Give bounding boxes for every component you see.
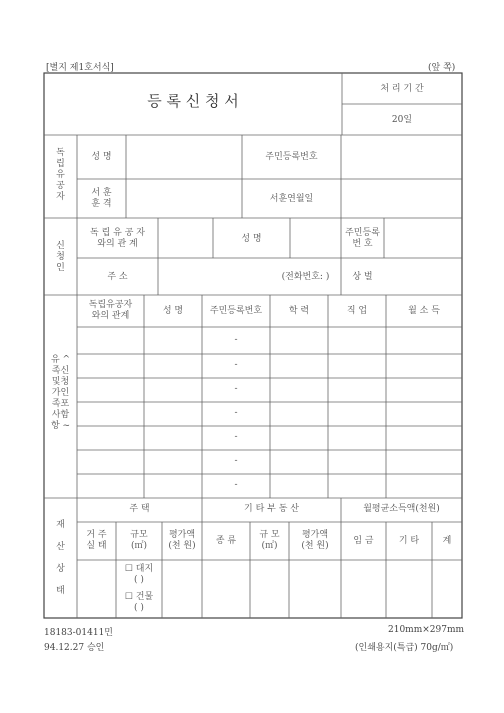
decoration-date-label: 서훈연월일	[269, 194, 314, 204]
realestate-value-label: 평가액 (천 원)	[301, 530, 329, 551]
paper-size: 210mm×297mm	[388, 625, 465, 635]
housing-value-label: 평가액 (천 원)	[168, 530, 196, 551]
family-row-dash: -	[234, 480, 238, 490]
housing-header: 주 택	[129, 504, 150, 514]
family-row-dash: -	[234, 335, 238, 345]
family-header-name: 성 명	[162, 306, 184, 316]
requester-section-label: 신 청 인	[56, 241, 65, 273]
family-row-dash: -	[234, 360, 238, 370]
housing-size-label: 규모 (㎡)	[130, 530, 148, 551]
family-header-income: 월 소 득	[408, 306, 440, 316]
monthly-income-header: 월평균소득액(천원)	[363, 504, 440, 514]
processing-period-label: 처 리 기 간	[380, 84, 424, 94]
requester-rrn-label: 주민등록 번 호	[345, 228, 380, 249]
family-row-dash: -	[234, 384, 238, 394]
requester-name-label: 성 명	[241, 234, 262, 244]
family-row-dash: -	[234, 408, 238, 418]
realestate-size-label: 규 모 (㎡)	[259, 530, 280, 551]
other-realestate-header: 기 타 부 동 산	[244, 504, 299, 514]
wage-label: 임 금	[353, 536, 374, 546]
family-section-label: 유 ^ 족신 및청 가인 족포 사함 항 ~	[50, 355, 71, 431]
family-header-education: 학 력	[288, 306, 310, 316]
realestate-type-label: 종 류	[215, 536, 237, 546]
land-checkbox[interactable]: ☐ 대지 ( )	[124, 564, 154, 585]
requester-phone-label: (전화번호: )	[281, 272, 330, 282]
requester-address-label: 주 소	[107, 272, 128, 282]
property-section-label: 재 산 상 태	[56, 520, 65, 596]
other-income-label: 기 타	[398, 536, 420, 546]
requester-awards-label: 상 벌	[352, 272, 373, 282]
approval-date: 94.12.27 승인	[44, 643, 105, 653]
applicant-section-label: 독 립 유 공 자	[56, 148, 65, 202]
family-header-relation: 독립유공자 와의 관계	[88, 300, 133, 321]
family-row-dash: -	[234, 456, 238, 466]
residence-status-label: 거 주 실 태	[86, 530, 107, 551]
processing-period-value: 20일	[391, 115, 413, 125]
form-number: [별지 제1호서식]	[46, 63, 114, 73]
family-header-occupation: 직 업	[346, 306, 368, 316]
building-checkbox[interactable]: ☐ 건물 ( )	[124, 592, 154, 613]
family-header-rrn: 주민등록번호	[209, 306, 263, 316]
form-code: 18183-01411민	[44, 628, 113, 638]
requester-relation-label: 독 립 유 공 자 와의 관 계	[90, 228, 145, 249]
applicant-name-label: 성 명	[91, 152, 112, 162]
family-row-dash: -	[234, 432, 238, 442]
total-label: 계	[442, 536, 452, 546]
applicant-rrn-label: 주민등록번호	[265, 152, 318, 162]
form-title: 등 록 신 청 서	[147, 92, 239, 110]
page-side: (앞 쪽)	[428, 63, 456, 73]
decoration-label: 서 훈 훈 격	[91, 188, 112, 209]
paper-spec: (인쇄용지(특급) 70g/㎡)	[355, 643, 454, 653]
